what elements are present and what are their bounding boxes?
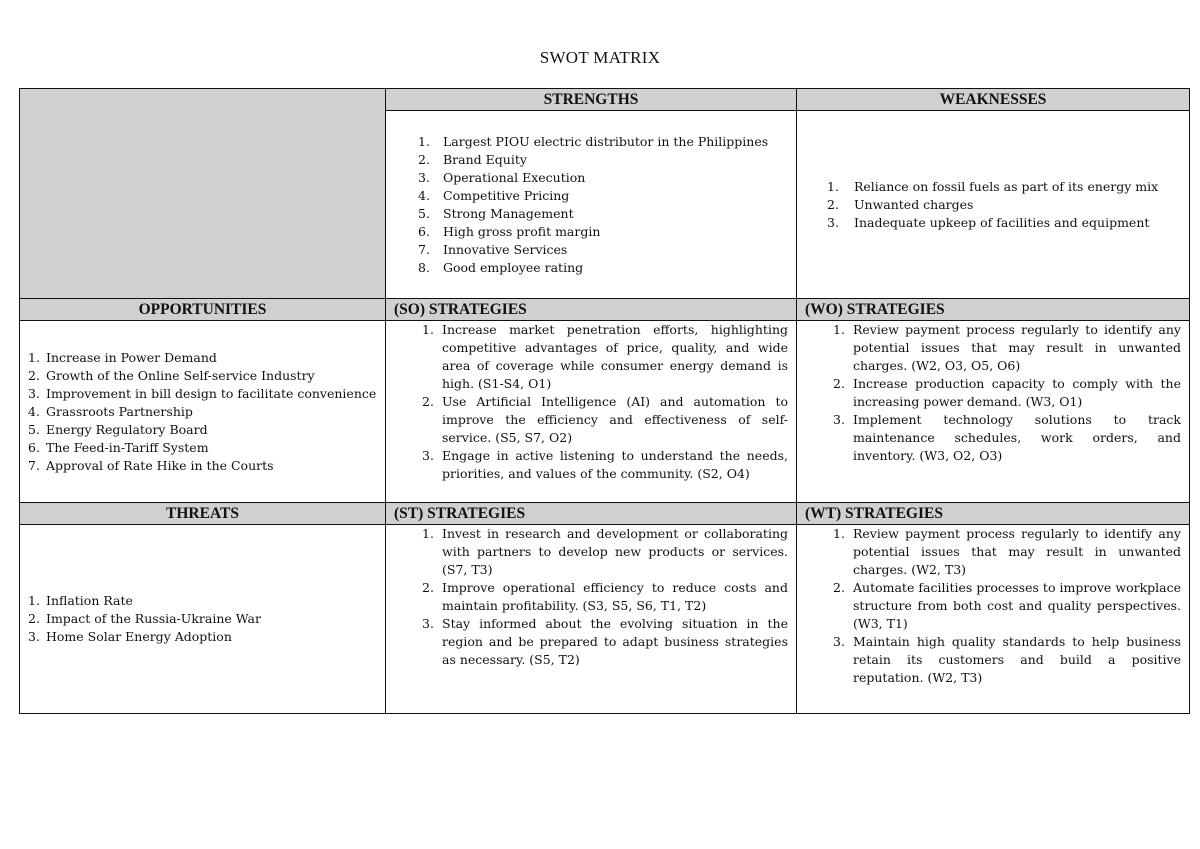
wt-strategies-header: (WT) STRATEGIES: [797, 503, 1190, 525]
opportunities-header: OPPORTUNITIES: [20, 299, 386, 321]
list-item: [386, 321, 796, 393]
wo-strategies-list: [797, 321, 1189, 465]
list-item-text: Good employee rating: [443, 259, 584, 275]
list-item-text: Largest PIOU electric distributor in the Philippines: [443, 133, 769, 149]
list-item-text: Growth of the Online Self-service Industry: [46, 367, 315, 383]
list-item-text: Energy Regulatory Board: [46, 421, 208, 437]
list-item-text: Grassroots Partnership: [46, 403, 193, 419]
list-item-text: Brand Equity: [443, 151, 527, 167]
list-item-number: 5.: [418, 205, 430, 221]
list-item-text: Increase in Power Demand: [46, 349, 217, 365]
list-item-text: Operational Execution: [443, 169, 586, 185]
list-item-text: Inadequate upkeep of facilities and equipment: [854, 214, 1150, 230]
wo-strategies-cell: [797, 321, 1190, 503]
list-item: [386, 579, 796, 615]
so-strategies-cell: [386, 321, 797, 503]
list-item-text: Maintain high quality standards to help business retain its customers and build a positive reputation. (W2, T3): [853, 634, 1181, 685]
list-item-number: 2.: [418, 151, 430, 167]
list-item-number: 1.: [28, 593, 40, 608]
list-item-text: Reliance on fossil fuels as part of its energy mix: [854, 178, 1159, 194]
list-item: [797, 375, 1189, 411]
list-item-number: 3.: [827, 214, 839, 230]
list-item: [386, 223, 796, 241]
opportunities-cell: [20, 321, 386, 503]
list-item: [797, 579, 1189, 633]
list-item: [797, 525, 1189, 579]
weaknesses-header: WEAKNESSES: [797, 89, 1190, 111]
list-item: [386, 169, 796, 187]
list-item-number: 2.: [422, 394, 434, 409]
list-item-number: 4.: [418, 187, 430, 203]
list-item-number: 1.: [28, 349, 40, 365]
list-item-number: 6.: [418, 223, 430, 239]
list-item-number: 4.: [28, 403, 40, 419]
list-item-number: 1.: [827, 178, 839, 194]
opportunities-list: [20, 349, 385, 475]
list-item: [386, 187, 796, 205]
list-item-number: 2.: [422, 580, 434, 595]
list-item: [797, 321, 1189, 375]
list-item: [386, 393, 796, 447]
swot-matrix-table: [19, 88, 1190, 714]
list-item: [20, 367, 385, 385]
list-item: [797, 411, 1189, 465]
list-item-text: Review payment process regularly to identify any potential issues that may result in unwanted charges. (W2, T3): [853, 526, 1181, 577]
list-item-number: 3.: [833, 634, 845, 649]
list-item-text: High gross profit margin: [443, 223, 601, 239]
list-item-number: 7.: [418, 241, 430, 257]
weaknesses-list: [797, 178, 1189, 232]
list-item-number: 1.: [833, 526, 845, 541]
list-item: [20, 403, 385, 421]
list-item: [386, 615, 796, 669]
list-item-text: Strong Management: [443, 205, 574, 221]
so-strategies-header: (SO) STRATEGIES: [386, 299, 797, 321]
list-item-number: 3.: [833, 412, 845, 427]
list-item-text: Review payment process regularly to identify any potential issues that may result in unwanted charges. (W2, O3, O5, O6): [853, 322, 1181, 373]
list-item-text: The Feed-in-Tariff System: [46, 439, 209, 455]
weaknesses-cell: [797, 111, 1190, 299]
list-item-number: 1.: [418, 133, 430, 149]
wt-strategies-list: [797, 525, 1189, 687]
list-item: [386, 151, 796, 169]
list-item-text: Home Solar Energy Adoption: [46, 629, 232, 644]
st-strategies-list: [386, 525, 796, 669]
list-item: [797, 214, 1189, 232]
strengths-list: [386, 133, 796, 277]
list-item-text: Stay informed about the evolving situation in the region and be prepared to adapt business strategies as necessary. (S5, T2): [442, 616, 788, 667]
list-item-text: Unwanted charges: [854, 196, 974, 212]
list-item: [386, 259, 796, 277]
list-item: [20, 610, 385, 628]
list-item: [797, 196, 1189, 214]
list-item-text: Approval of Rate Hike in the Courts: [46, 457, 274, 473]
list-item-number: 8.: [418, 259, 430, 275]
list-item: [386, 447, 796, 483]
list-item-text: Impact of the Russia-Ukraine War: [46, 611, 261, 626]
list-item-number: 3.: [422, 448, 434, 463]
list-item-number: 3.: [418, 169, 430, 185]
st-strategies-header: (ST) STRATEGIES: [386, 503, 797, 525]
list-item-number: 1.: [833, 322, 845, 337]
strengths-cell: [386, 111, 797, 299]
list-item: [20, 349, 385, 367]
list-item-text: Increase production capacity to comply with the increasing power demand. (W3, O1): [853, 376, 1181, 409]
list-item-text: Automate facilities processes to improve workplace structure from both cost and quality perspectives. (W3, T1): [853, 580, 1181, 631]
list-item-text: Invest in research and development or collaborating with partners to develop new products or services. (S7, T3): [442, 526, 788, 577]
list-item-text: Engage in active listening to understand the needs, priorities, and values of the community. (S2, O4): [442, 448, 788, 481]
list-item-text: Improve operational efficiency to reduce costs and maintain profitability. (S3, S5, S6, T1, T2): [442, 580, 788, 613]
list-item: [20, 439, 385, 457]
list-item-number: 2.: [827, 196, 839, 212]
list-item-number: 6.: [28, 439, 40, 455]
list-item-text: Increase market penetration efforts, highlighting competitive advantages of price, quality, and wide area of coverage while consumer energy demand is high. (S1-S4, O1): [442, 322, 788, 391]
list-item: [797, 178, 1189, 196]
strengths-header: STRENGTHS: [386, 89, 797, 111]
list-item-text: Inflation Rate: [46, 593, 133, 608]
wo-strategies-header: (WO) STRATEGIES: [797, 299, 1190, 321]
list-item-number: 7.: [28, 457, 40, 473]
list-item-number: 5.: [28, 421, 40, 437]
corner-cell: [20, 89, 386, 299]
list-item-number: 2.: [28, 367, 40, 383]
list-item-text: Innovative Services: [443, 241, 568, 257]
list-item-text: Implement technology solutions to track maintenance schedules, work orders, and inventory. (W3, O2, O3): [853, 412, 1181, 463]
list-item: [20, 457, 385, 475]
list-item-text: Improvement in bill design to facilitate convenience: [46, 385, 377, 401]
so-strategies-list: [386, 321, 796, 483]
list-item: [20, 421, 385, 439]
list-item-number: 2.: [28, 611, 40, 626]
list-item: [386, 241, 796, 259]
list-item-text: Use Artificial Intelligence (AI) and automation to improve the efficiency and effectiveness of self-service. (S5, S7, O2): [442, 394, 788, 445]
list-item: [797, 633, 1189, 687]
list-item: [20, 385, 385, 403]
list-item: [386, 205, 796, 223]
wt-strategies-cell: [797, 525, 1190, 714]
page-title: SWOT MATRIX: [539, 48, 661, 67]
list-item: [20, 628, 385, 646]
list-item-number: 2.: [833, 376, 845, 391]
list-item-number: 3.: [28, 629, 40, 644]
list-item-number: 1.: [422, 322, 434, 337]
list-item: [386, 525, 796, 579]
list-item-number: 1.: [422, 526, 434, 541]
list-item-number: 3.: [28, 385, 40, 401]
threats-cell: [20, 525, 386, 714]
list-item: [20, 592, 385, 610]
threats-header: THREATS: [20, 503, 386, 525]
list-item-number: 3.: [422, 616, 434, 631]
list-item-text: Competitive Pricing: [443, 187, 570, 203]
list-item-number: 2.: [833, 580, 845, 595]
list-item: [386, 133, 796, 151]
st-strategies-cell: [386, 525, 797, 714]
threats-list: [20, 592, 385, 646]
